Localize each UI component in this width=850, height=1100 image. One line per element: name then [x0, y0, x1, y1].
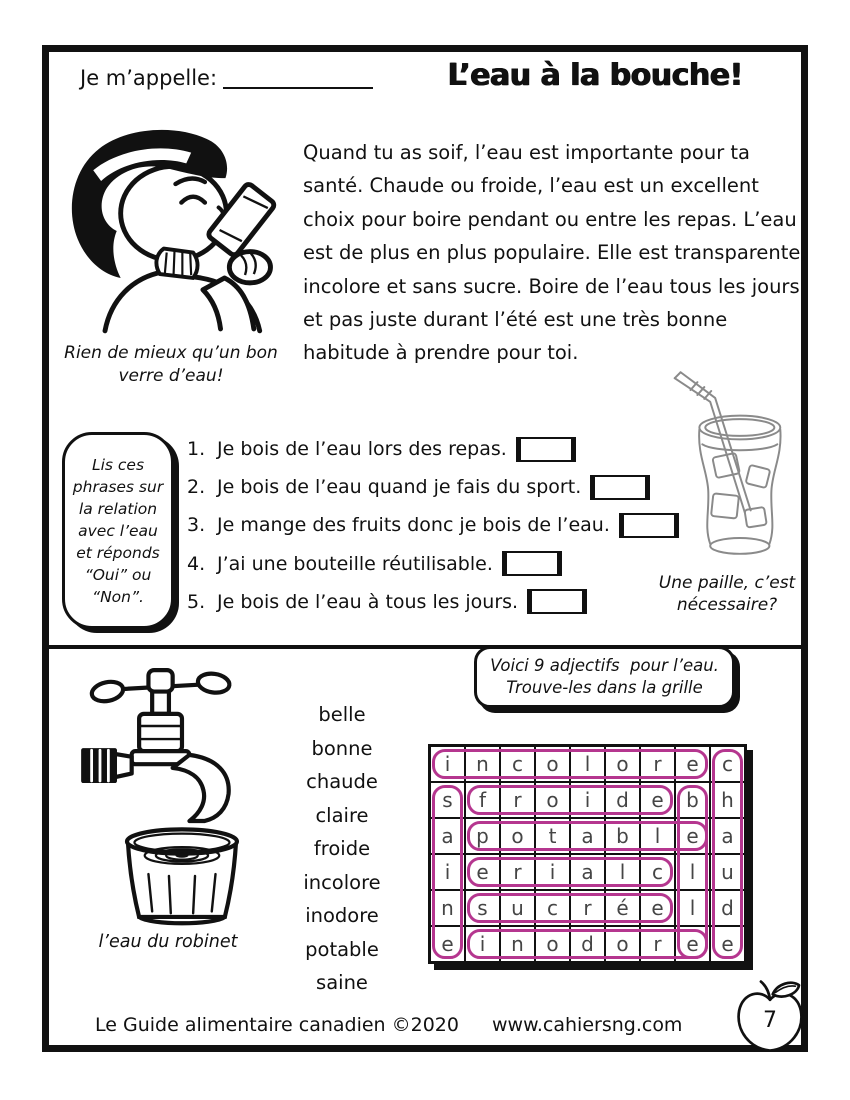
grid-cell-r1c1[interactable]: i: [431, 747, 464, 781]
grid-cell-r1c8[interactable]: e: [676, 747, 709, 781]
page-number: 7: [763, 1008, 777, 1033]
grid-cell-r3c6[interactable]: b: [606, 819, 639, 853]
name-row: [80, 66, 373, 90]
grid-cell-r6c2[interactable]: i: [466, 927, 499, 961]
grid-cell-r3c5[interactable]: a: [571, 819, 604, 853]
question-text: Je bois de l’eau à tous les jours.: [217, 590, 519, 613]
grid-cell-r5c5[interactable]: r: [571, 891, 604, 925]
grid-cell-r4c9[interactable]: u: [711, 855, 744, 889]
word-item: froide: [313, 837, 371, 860]
grid-cell-r1c7[interactable]: r: [641, 747, 674, 781]
page-title: L’eau à la bouche!: [447, 58, 743, 93]
grid-cell-r2c8[interactable]: b: [676, 783, 709, 817]
adjective-word-list: [272, 698, 412, 1000]
grid-cell-r4c6[interactable]: l: [606, 855, 639, 889]
soda-caption: Une paille, c’est nécessaire?: [658, 573, 796, 616]
word-item: bonne: [311, 736, 373, 760]
grid-cell-r2c9[interactable]: h: [711, 783, 744, 817]
grid-cell-r6c3[interactable]: n: [501, 927, 534, 961]
question-number: 3.: [187, 514, 206, 537]
grid-cell-r1c9[interactable]: c: [711, 747, 744, 781]
name-label: Je m’appelle:: [80, 66, 218, 90]
question-row: [187, 583, 687, 621]
grid-cell-r6c6[interactable]: o: [606, 927, 639, 961]
question-row: [187, 430, 687, 468]
grid-cell-r3c9[interactable]: a: [711, 819, 744, 853]
question-text: Je bois de l’eau lors des repas.: [217, 438, 507, 461]
grid-cell-r5c1[interactable]: n: [431, 891, 464, 925]
grid-cell-r5c2[interactable]: s: [466, 891, 499, 925]
question-number: 2.: [187, 476, 206, 499]
faucet-illustration: [62, 658, 274, 930]
question-text: Je mange des fruits donc je bois de l’eau.: [217, 514, 610, 537]
grid-cell-r4c8[interactable]: l: [676, 855, 709, 889]
grid-cell-r2c1[interactable]: s: [431, 783, 464, 817]
grid-cell-r1c5[interactable]: l: [571, 747, 604, 781]
grid-cell-r2c2[interactable]: f: [466, 783, 499, 817]
grid-cell-r5c9[interactable]: d: [711, 891, 744, 925]
footer-source: Le Guide alimentaire canadien ©2020: [95, 1014, 459, 1036]
grid-cell-r5c4[interactable]: c: [536, 891, 569, 925]
grid-cell-r4c5[interactable]: a: [571, 855, 604, 889]
question-row: [187, 468, 687, 506]
grid-cell-r4c4[interactable]: i: [536, 855, 569, 889]
answer-box-1[interactable]: [516, 437, 576, 462]
question-number: 1.: [187, 438, 206, 461]
grid-cell-r2c5[interactable]: i: [571, 783, 604, 817]
question-row: [187, 545, 687, 583]
answer-box-4[interactable]: [502, 551, 562, 576]
word-item: potable: [305, 937, 379, 961]
grid-cell-r3c4[interactable]: t: [536, 819, 569, 853]
girl-caption: Rien de mieux qu’un bon verre d’eau!: [64, 343, 278, 386]
quiz-instructions-bubble: [62, 432, 174, 629]
grid-cell-r4c2[interactable]: e: [466, 855, 499, 889]
footer-website: www.cahiersng.com: [492, 1014, 683, 1036]
faucet-caption: l’eau du robinet: [98, 932, 238, 952]
word-item: inodore: [305, 904, 379, 927]
wordsearch-hint-box: [474, 646, 735, 708]
grid-cell-r1c6[interactable]: o: [606, 747, 639, 781]
hint-line-1: Voici 9 adjectifs pour l’eau.: [490, 655, 719, 675]
girl-drinking-illustration: [58, 126, 293, 334]
grid-cell-r5c7[interactable]: e: [641, 891, 674, 925]
answer-box-2[interactable]: [590, 475, 650, 500]
word-item: belle: [318, 703, 366, 726]
word-item: incolore: [303, 870, 381, 894]
grid-cell-r4c1[interactable]: i: [431, 855, 464, 889]
word-item: claire: [315, 803, 369, 827]
soda-glass-illustration: [653, 364, 801, 567]
grid-cell-r2c7[interactable]: e: [641, 783, 674, 817]
word-item: chaude: [306, 770, 378, 793]
question-text: J’ai une bouteille réutilisable.: [217, 552, 493, 575]
question-number: 4.: [187, 552, 206, 575]
grid-cell-r1c2[interactable]: n: [466, 747, 499, 781]
grid-cell-r1c3[interactable]: c: [501, 747, 534, 781]
grid-cell-r3c7[interactable]: l: [641, 819, 674, 853]
grid-cell-r5c3[interactable]: u: [501, 891, 534, 925]
question-row: [187, 506, 687, 544]
grid-cell-r3c1[interactable]: a: [431, 819, 464, 853]
grid-cell-r6c1[interactable]: e: [431, 927, 464, 961]
quiz-instructions-text: Lis ces phrases sur la relation avec l’eau et réponds “Oui” ou “Non”.: [72, 455, 164, 606]
grid-cell-r3c3[interactable]: o: [501, 819, 534, 853]
name-input-line[interactable]: [223, 67, 373, 89]
question-number: 5.: [187, 590, 206, 613]
grid-cell-r6c5[interactable]: d: [571, 927, 604, 961]
intro-paragraph: Quand tu as soif, l’eau est importante pour ta santé. Chaude ou froide, l’eau est un excellent choix pour boire pendant ou entre les repas. L’eau est de plus en plus populaire. Elle est transparente, incolore et sans sucre. Boire de l’eau tous les jours et pas juste durant l’été est une très bonne habitude à prendre pour toi.: [303, 141, 807, 365]
grid-cell-r6c7[interactable]: r: [641, 927, 674, 961]
apple-page-number-icon: [731, 978, 809, 1056]
grid-cell-r3c2[interactable]: p: [466, 819, 499, 853]
grid-cell-r5c8[interactable]: l: [676, 891, 709, 925]
wordsearch-grid: [428, 744, 747, 964]
wordsearch-cells: [431, 747, 744, 961]
grid-cell-r2c4[interactable]: o: [536, 783, 569, 817]
hint-line-2: Trouve-les dans la grille: [506, 678, 703, 697]
question-text: Je bois de l’eau quand je fais du sport.: [217, 476, 582, 499]
questions-list: [187, 430, 687, 621]
grid-cell-r4c3[interactable]: r: [501, 855, 534, 889]
grid-cell-r2c3[interactable]: r: [501, 783, 534, 817]
grid-cell-r6c4[interactable]: o: [536, 927, 569, 961]
answer-box-5[interactable]: [527, 589, 587, 614]
grid-cell-r4c7[interactable]: c: [641, 855, 674, 889]
grid-cell-r1c4[interactable]: o: [536, 747, 569, 781]
grid-cell-r5c6[interactable]: é: [606, 891, 639, 925]
grid-cell-r6c8[interactable]: e: [676, 927, 709, 961]
grid-cell-r6c9[interactable]: e: [711, 927, 744, 961]
word-item: saine: [316, 971, 368, 994]
grid-cell-r2c6[interactable]: d: [606, 783, 639, 817]
grid-cell-r3c8[interactable]: e: [676, 819, 709, 853]
